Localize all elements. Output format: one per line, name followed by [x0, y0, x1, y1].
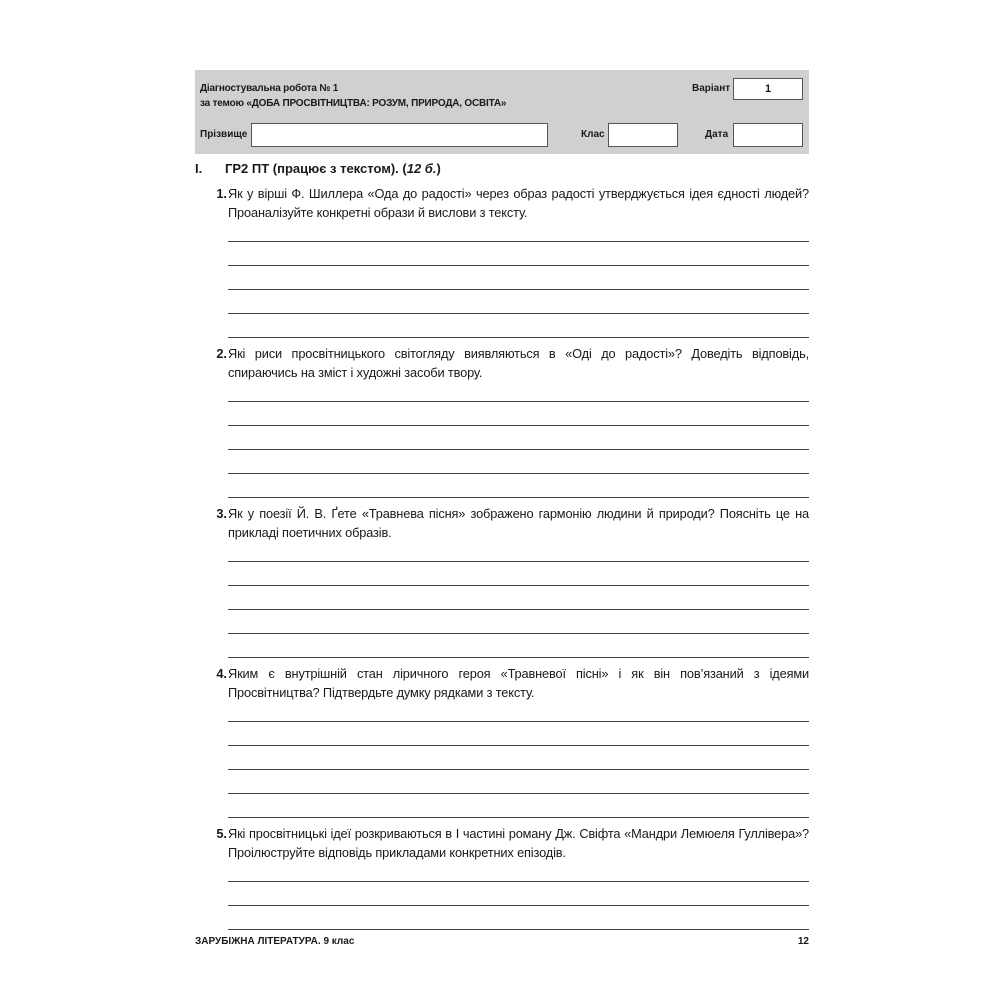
answer-line[interactable]: [228, 905, 809, 906]
answer-line[interactable]: [228, 265, 809, 266]
date-field[interactable]: [733, 123, 803, 147]
class-label: Клас: [581, 129, 605, 140]
question-1: [205, 184, 809, 222]
question-number: 4.: [216, 666, 227, 681]
question-text: Які риси просвітницького світогляду виявляються в «Оді до радості»? Доведіть відповідь, спираючись на зміст і художні засоби твору.: [228, 346, 809, 380]
worksheet-topic: за темою «ДОБА ПРОСВІТНИЦТВА: РОЗУМ, ПРИРОДА, ОСВІТА»: [200, 98, 507, 109]
question-number: 1.: [216, 186, 227, 201]
answer-line[interactable]: [228, 633, 809, 634]
answer-line[interactable]: [228, 657, 809, 658]
worksheet-header: [195, 70, 809, 154]
section-title: ГР2 ПТ (працює з текстом). (: [225, 161, 407, 176]
variant-field[interactable]: 1: [733, 78, 803, 100]
answer-line[interactable]: [228, 609, 809, 610]
footer-subject: ЗАРУБІЖНА ЛІТЕРАТУРА. 9 клас: [195, 936, 355, 947]
answer-line[interactable]: [228, 449, 809, 450]
date-label: Дата: [705, 129, 729, 140]
answer-line[interactable]: [228, 241, 809, 242]
question-number: 3.: [216, 506, 227, 521]
answer-line[interactable]: [228, 817, 809, 818]
question-2: [205, 344, 809, 382]
answer-line[interactable]: [228, 401, 809, 402]
question-3: [205, 504, 809, 542]
section-heading: [195, 161, 441, 176]
answer-line[interactable]: [228, 721, 809, 722]
answer-line[interactable]: [228, 769, 809, 770]
variant-label: Варіант: [692, 83, 731, 94]
answer-line[interactable]: [228, 313, 809, 314]
section-points: 12 б.: [406, 161, 437, 176]
answer-line[interactable]: [228, 473, 809, 474]
question-text: Як у вірші Ф. Шиллера «Ода до радості» через образ радості утверджується ідея єдності людей? Проаналізуйте конкретні образи й вислови з тексту.: [228, 186, 809, 220]
answer-line[interactable]: [228, 881, 809, 882]
answer-line[interactable]: [228, 585, 809, 586]
answer-line[interactable]: [228, 425, 809, 426]
question-text: Які просвітницькі ідеї розкриваються в І частині роману Дж. Свіфта «Мандри Лемюеля Гуллівера»? Проілюструйте відповідь прикладами конкретних епізодів.: [228, 826, 809, 860]
class-field[interactable]: [608, 123, 678, 147]
worksheet-title: Діагностувальна робота № 1: [200, 83, 339, 94]
question-text: Як у поезії Й. В. Ґете «Травнева пісня» зображено гармонію людини й природи? Поясніть це на прикладі поетичних образів.: [228, 506, 809, 540]
answer-line[interactable]: [228, 497, 809, 498]
surname-label: Прізвище: [200, 129, 248, 140]
answer-line[interactable]: [228, 793, 809, 794]
section-close: ): [436, 161, 441, 176]
question-4: [205, 664, 809, 702]
answer-line[interactable]: [228, 337, 809, 338]
answer-line[interactable]: [228, 929, 809, 930]
section-number: I.: [195, 161, 203, 176]
question-number: 5.: [216, 826, 227, 841]
surname-field[interactable]: [251, 123, 548, 147]
answer-line[interactable]: [228, 745, 809, 746]
question-text: Яким є внутрішній стан ліричного героя «Травневої пісні» і як він пов’язаний з ідеями Просвітництва? Підтвердьте думку рядками з тексту.: [228, 666, 809, 700]
page-number: 12: [797, 936, 809, 947]
answer-line[interactable]: [228, 289, 809, 290]
answer-line[interactable]: [228, 561, 809, 562]
question-5: [205, 824, 809, 862]
question-number: 2.: [216, 346, 227, 361]
